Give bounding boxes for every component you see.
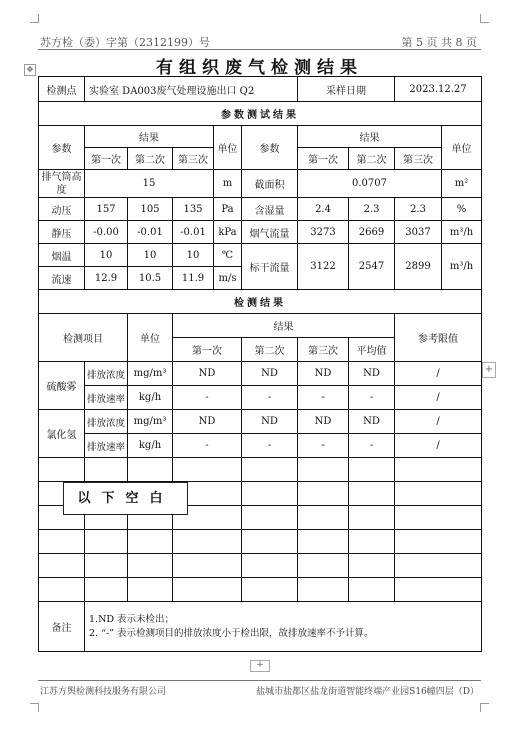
item-unit: mg/m³ xyxy=(128,410,173,434)
date-label: 采样日期 xyxy=(298,77,395,102)
param-unit: m/s xyxy=(214,267,242,290)
run-header: 第一次 xyxy=(85,148,128,170)
limit-header: 参考限值 xyxy=(395,314,482,362)
item-name: 硫酸雾 xyxy=(39,362,85,410)
result-header-right: 结果 xyxy=(298,126,442,148)
item-sub-label: 排放浓度 xyxy=(85,362,128,386)
std-flow-unit: m³/h xyxy=(442,244,482,290)
blank-row xyxy=(39,554,482,578)
date-value: 2023.12.27 xyxy=(395,77,482,102)
run-header: 第二次 xyxy=(128,148,173,170)
param-value: 10 xyxy=(85,244,128,267)
std-flow-label: 标干流量 xyxy=(242,244,298,290)
unit-header: 单位 xyxy=(128,314,173,362)
item-unit: kg/h xyxy=(128,434,173,458)
item-value: ND xyxy=(173,410,242,434)
header-divider xyxy=(38,49,481,50)
item-value: - xyxy=(298,434,349,458)
table-move-handle-icon[interactable]: ✥ xyxy=(24,64,36,76)
item-header: 检测项目 xyxy=(39,314,128,362)
param-value: 157 xyxy=(85,198,128,221)
crop-mark-bottom-left xyxy=(30,703,39,712)
param-value: -0.00 xyxy=(85,221,128,244)
blank-notice-box: 以下空白 xyxy=(63,482,188,515)
item-limit: / xyxy=(395,386,482,410)
std-flow-value: 2547 xyxy=(349,244,395,290)
remark-line: 2. “-” 表示检测项目的排放浓度小于检出限，故排放速率不予计算。 xyxy=(89,627,374,639)
page-info: 第 5 页 共 8 页 xyxy=(401,36,477,49)
param-value: 2.3 xyxy=(395,198,442,221)
param-value: -0.01 xyxy=(173,221,214,244)
item-value: ND xyxy=(242,410,298,434)
crop-mark-bottom-right xyxy=(480,703,489,712)
param-label: 烟气流量 xyxy=(242,221,298,244)
param-unit: m³/h xyxy=(442,221,482,244)
item-value: ND xyxy=(298,410,349,434)
item-value: - xyxy=(242,386,298,410)
param-label: 动压 xyxy=(39,198,85,221)
blank-row xyxy=(39,530,482,554)
std-flow-value: 3122 xyxy=(298,244,349,290)
item-value: ND xyxy=(349,362,395,386)
unit-header-right: 单位 xyxy=(442,126,482,170)
run-header: 第一次 xyxy=(298,148,349,170)
add-row-plus-icon[interactable]: + xyxy=(250,660,270,672)
page-title: 有组织废气检测结果 xyxy=(156,58,363,78)
item-value: - xyxy=(173,386,242,410)
run-header: 第二次 xyxy=(242,338,298,362)
param-unit: Pa xyxy=(214,198,242,221)
param-header-right: 参数 xyxy=(242,126,298,170)
param-value: 3273 xyxy=(298,221,349,244)
param-header-left: 参数 xyxy=(39,126,85,170)
item-sub-label: 排放速率 xyxy=(85,434,128,458)
remarks-label: 备注 xyxy=(39,602,85,652)
run-header: 第一次 xyxy=(173,338,242,362)
stack-height-unit: m xyxy=(214,170,242,198)
area-value: 0.0707 xyxy=(298,170,442,198)
item-sub-label: 排放速率 xyxy=(85,386,128,410)
item-value: - xyxy=(349,386,395,410)
results-table xyxy=(38,76,482,652)
item-value: - xyxy=(173,434,242,458)
section-title-params: 参数测试结果 xyxy=(39,102,482,126)
footer-divider xyxy=(38,680,481,681)
item-value: ND xyxy=(298,362,349,386)
item-unit: mg/m³ xyxy=(128,362,173,386)
param-label: 烟温 xyxy=(39,244,85,267)
stack-height-label: 排气筒高度 xyxy=(39,170,85,198)
item-value: - xyxy=(242,434,298,458)
run-header: 第二次 xyxy=(349,148,395,170)
item-value: ND xyxy=(173,362,242,386)
run-header: 第三次 xyxy=(395,148,442,170)
param-value: 2669 xyxy=(349,221,395,244)
report-number: 苏方检（委）字第（2312199）号 xyxy=(40,36,210,49)
param-value: 10 xyxy=(128,244,173,267)
std-flow-value: 2899 xyxy=(395,244,442,290)
remarks-content xyxy=(85,602,482,652)
item-name: 氯化氢 xyxy=(39,410,85,458)
item-value: ND xyxy=(242,362,298,386)
area-unit: m² xyxy=(442,170,482,198)
param-value: 2.3 xyxy=(349,198,395,221)
param-value: 135 xyxy=(173,198,214,221)
point-value: 实验室 DA003废气处理设施出口 Q2 xyxy=(85,77,298,102)
item-limit: / xyxy=(395,410,482,434)
param-unit: ℃ xyxy=(214,244,242,267)
param-label: 含湿量 xyxy=(242,198,298,221)
item-value: - xyxy=(349,434,395,458)
result-header: 结果 xyxy=(173,314,395,338)
param-value: 10 xyxy=(173,244,214,267)
crop-mark-top-left xyxy=(30,14,39,23)
param-label: 静压 xyxy=(39,221,85,244)
param-value: 10.5 xyxy=(128,267,173,290)
item-value: - xyxy=(298,386,349,410)
crop-mark-top-right xyxy=(480,14,489,23)
run-header: 第三次 xyxy=(173,148,214,170)
item-limit: / xyxy=(395,362,482,386)
add-column-plus-icon[interactable]: + xyxy=(482,362,496,378)
run-header: 第三次 xyxy=(298,338,349,362)
stack-height-value: 15 xyxy=(85,170,214,198)
item-sub-label: 排放浓度 xyxy=(85,410,128,434)
point-label: 检测点 xyxy=(39,77,85,102)
run-header: 平均值 xyxy=(349,338,395,362)
param-value: 2.4 xyxy=(298,198,349,221)
blank-row xyxy=(39,578,482,602)
area-label: 截面积 xyxy=(242,170,298,198)
section-title-results: 检测结果 xyxy=(39,290,482,314)
param-value: 3037 xyxy=(395,221,442,244)
item-limit: / xyxy=(395,434,482,458)
result-header-left: 结果 xyxy=(85,126,214,148)
footer-company: 江苏方舆检测科技服务有限公司 xyxy=(40,687,167,697)
param-unit: % xyxy=(442,198,482,221)
footer-address: 盐城市盐都区盐龙街道智能终端产业园S16幢四层（D） xyxy=(256,687,479,697)
item-unit: kg/h xyxy=(128,386,173,410)
remark-line: 1.ND 表示未检出； xyxy=(89,613,175,625)
param-value: 12.9 xyxy=(85,267,128,290)
blank-row xyxy=(39,458,482,482)
item-value: ND xyxy=(349,410,395,434)
param-value: 11.9 xyxy=(173,267,214,290)
unit-header-left: 单位 xyxy=(214,126,242,170)
param-value: 105 xyxy=(128,198,173,221)
param-label: 流速 xyxy=(39,267,85,290)
param-value: -0.01 xyxy=(128,221,173,244)
param-unit: kPa xyxy=(214,221,242,244)
info-row xyxy=(39,77,482,102)
